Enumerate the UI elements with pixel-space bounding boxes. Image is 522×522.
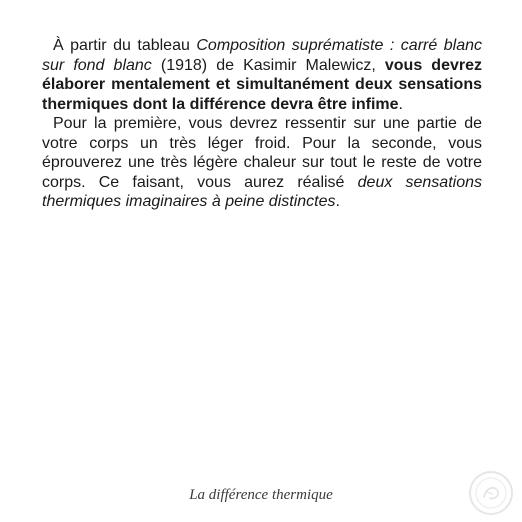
painting-title: Composition suprématiste : carré blanc sur fond blanc — [42, 37, 482, 74]
paragraph-1-intro: À partir du tableau — [53, 37, 197, 54]
instruction-text: vous devrez élaborer mentalement et simultanément deux sensations thermiques dont la différence devra être infime — [42, 56, 483, 113]
paragraph-2-intro: Pour la première, vous devrez ressentir sur une partie de votre corps un très léger froid. Pour la seconde, vous éprouverez une très légère chaleur sur tout le reste de votre corps. Ce faisant, vous aurez réalisé — [42, 115, 482, 191]
footer-title: La différence thermique — [189, 487, 333, 503]
paragraph-1-middle: (1918) de Kasimir Malewicz, — [151, 56, 385, 74]
body-text — [42, 36, 482, 212]
emphasis-text: deux sensations thermiques imaginaires à peine distinctes — [42, 173, 483, 210]
paragraph-1-end: . — [398, 95, 403, 113]
paragraph-1 — [42, 36, 482, 114]
seal-stamp-icon — [468, 470, 514, 516]
paragraph-2 — [42, 114, 482, 212]
paragraph-2-end: . — [335, 193, 340, 210]
